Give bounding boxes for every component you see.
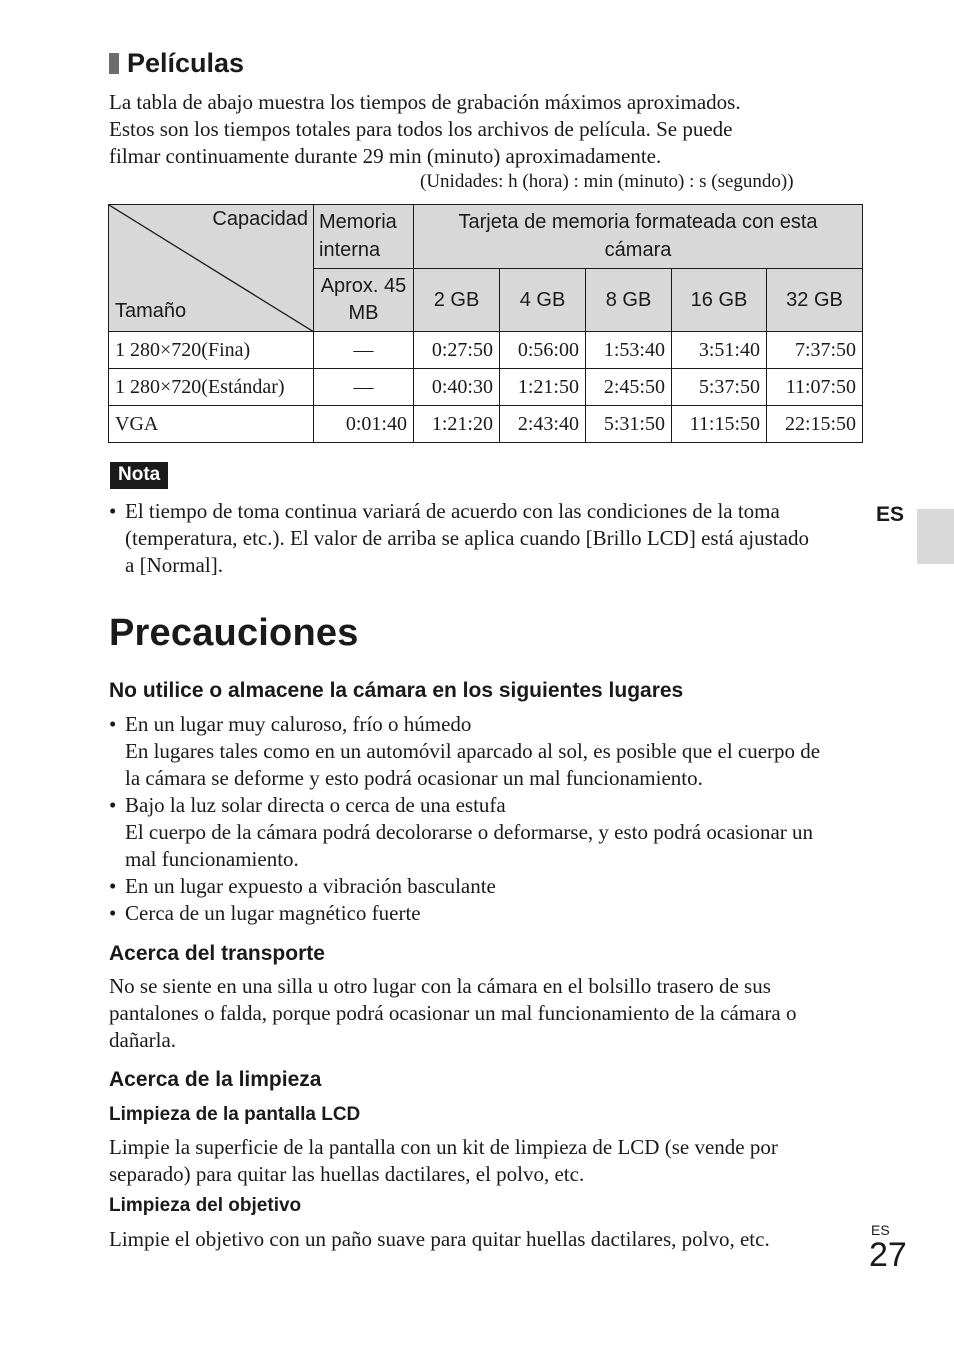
cell-value: 1:21:20 [414,406,500,443]
list-item [109,900,869,927]
list-item [109,873,869,900]
page-number: 27 [869,1236,907,1274]
header-card-size: 16 GB [672,269,767,332]
cell-value: 0:56:00 [500,332,586,369]
cell-value: 11:15:50 [672,406,767,443]
page-title: Precauciones [109,612,359,654]
transporte-paragraph [109,973,869,1054]
header-capacidad: Capacidad [212,208,308,230]
side-language-label: ES [876,503,905,526]
nota-line: • El tiempo de toma continua variará de acuerdo con las condiciones de la toma [125,499,780,523]
header-card-size: 8 GB [586,269,672,332]
cell-value: 0:40:30 [414,369,500,406]
list-item-detail: mal funcionamiento. [125,847,299,871]
lcd-paragraph [109,1134,869,1188]
table-row [109,369,863,406]
section-marker-icon [109,53,119,74]
list-item [109,711,869,792]
nota-paragraph [109,498,869,579]
header-card-size: 32 GB [767,269,863,332]
header-card-size: 2 GB [414,269,500,332]
cell-internal: — [314,332,414,369]
header-tarjeta-memoria: Tarjeta de memoria formateada con esta cámara [414,205,863,269]
subheading-lugares: No utilice o almacene la cámara en los siguientes lugares [109,679,684,702]
lugares-list [109,711,869,927]
paragraph-line: No se siente en una silla u otro lugar con la cámara en el bolsillo trasero de sus [109,974,771,998]
subheading-lcd: Limpieza de la pantalla LCD [109,1104,361,1125]
cell-value: 7:37:50 [767,332,863,369]
list-item-detail: la cámara se deforme y esto podrá ocasionar un mal funcionamiento. [125,766,703,790]
paragraph-line: separado) para quitar las huellas dactilares, el polvo, etc. [109,1162,585,1186]
nota-line: a [Normal]. [125,553,223,577]
list-item-title: • En un lugar expuesto a vibración basculante [125,874,496,898]
header-memoria-interna: Memoria interna [314,205,414,269]
cell-internal: 0:01:40 [314,406,414,443]
paragraph-line: Limpie la superficie de la pantalla con un kit de limpieza de LCD (se vende por [109,1135,778,1159]
cell-value: 5:31:50 [586,406,672,443]
cell-value: 2:43:40 [500,406,586,443]
header-tamano: Tamaño [115,300,187,322]
list-item [109,792,869,873]
header-card-size: 4 GB [500,269,586,332]
subheading-limpieza: Acerca de la limpieza [109,1068,322,1091]
row-label: 1 280×720(Estándar) [109,369,314,406]
cell-value: 0:27:50 [414,332,500,369]
cell-value: 2:45:50 [586,369,672,406]
side-thumb-tab [917,509,954,564]
cell-value: 3:51:40 [672,332,767,369]
cell-value: 5:37:50 [672,369,767,406]
paragraph-line: pantalones o falda, porque podrá ocasionar un mal funcionamiento de la cámara o [109,1001,797,1025]
nota-item [109,498,869,579]
cell-internal: — [314,369,414,406]
table-row [109,406,863,443]
subheading-transporte: Acerca del transporte [109,942,325,965]
table-corner-cell [109,205,314,332]
intro-line: Estos son los tiempos totales para todos los archivos de película. Se puede [109,117,733,141]
cell-value: 22:15:50 [767,406,863,443]
intro-line: filmar continuamente durante 29 min (minuto) aproximadamente. [109,144,662,168]
list-item-title: • Bajo la luz solar directa o cerca de una estufa [125,793,506,817]
section-heading-peliculas [109,48,244,79]
cell-value: 11:07:50 [767,369,863,406]
nota-badge: Nota [110,462,168,489]
cell-value: 1:21:50 [500,369,586,406]
header-internal-size: Aprox. 45 MB [314,269,414,332]
units-note: (Unidades: h (hora) : min (minuto) : s (segundo)) [420,171,794,192]
list-item-detail: En lugares tales como en un automóvil aparcado al sol, es posible que el cuerpo de [125,739,821,763]
section-title: Películas [127,48,245,78]
cell-value: 1:53:40 [586,332,672,369]
subheading-objetivo: Limpieza del objetivo [109,1195,302,1216]
nota-line: (temperatura, etc.). El valor de arriba se aplica cuando [Brillo LCD] está ajustado [125,526,809,550]
paragraph-line: dañarla. [109,1028,177,1052]
intro-paragraph [109,89,869,170]
list-item-title: • Cerca de un lugar magnético fuerte [125,901,421,925]
intro-line: La tabla de abajo muestra los tiempos de grabación máximos aproximados. [109,90,741,114]
list-item-detail: El cuerpo de la cámara podrá decolorarse o deformarse, y esto podrá ocasionar un [125,820,814,844]
objetivo-paragraph: Limpie el objetivo con un paño suave para quitar huellas dactilares, polvo, etc. [109,1227,770,1251]
row-label: 1 280×720(Fina) [109,332,314,369]
list-item-title: • En un lugar muy caluroso, frío o húmedo [125,712,472,736]
recording-time-table [108,204,863,443]
table-row [109,332,863,369]
page-language-code: ES [871,1222,890,1238]
row-label: VGA [109,406,314,443]
